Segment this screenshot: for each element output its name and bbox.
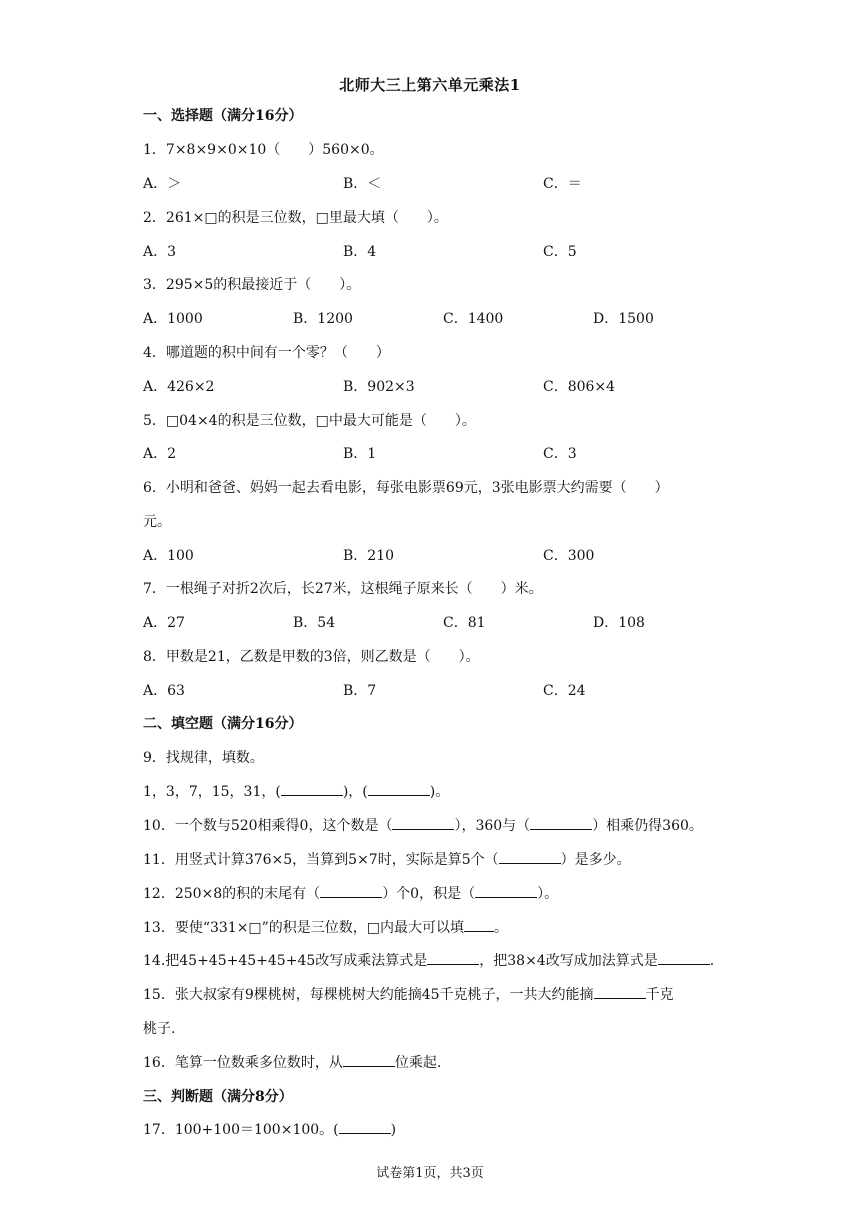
q17-text-2: ) <box>390 1122 397 1138</box>
q9-end-text: )。 <box>429 784 450 800</box>
q10-text-2: ），360与（ <box>454 818 531 834</box>
q3-option-d: D．1500 <box>593 311 654 327</box>
q4-option-b: B．902×3 <box>343 379 415 395</box>
question-9: 9．找规律，填数。 <box>143 750 264 766</box>
question-12 <box>143 884 558 904</box>
q6-option-a: A．100 <box>143 548 194 564</box>
q8-option-a: A．63 <box>143 683 185 699</box>
question-3: 3．295×5的积最接近于（ ）。 <box>143 277 361 293</box>
q12-text-3: ）。 <box>537 886 559 902</box>
q10-text-1: 10．一个数与520相乘得0，这个数是（ <box>143 818 393 834</box>
question-4: 4．哪道题的积中间有一个零？（ ） <box>143 345 390 361</box>
q4-option-a: A．426×2 <box>143 379 215 395</box>
question-9-sequence <box>143 782 449 802</box>
question-15 <box>143 985 674 1005</box>
q12-text-2: ）个0，积是（ <box>382 886 476 902</box>
q15-text-1: 15．张大叔家有9棵桃树，每棵桃树大约能摘45千克桃子，一共大约能摘 <box>143 987 594 1003</box>
q3-option-a: A．1000 <box>143 311 203 327</box>
q3-option-c: C．1400 <box>443 311 504 327</box>
q14-blank-1[interactable] <box>427 964 479 965</box>
q16-blank[interactable] <box>343 1066 395 1067</box>
q7-option-a: A．27 <box>143 615 185 631</box>
q2-option-b: B．4 <box>343 244 377 260</box>
question-15-continued: 桃子. <box>143 1021 176 1037</box>
q10-blank-1[interactable] <box>392 829 454 830</box>
q17-text-1: 17．100+100＝100×100。( <box>143 1122 339 1138</box>
q15-text-2: 千克 <box>645 987 674 1003</box>
question-6: 6．小明和爸爸、妈妈一起去看电影，每张电影票69元，3张电影票大约需要（ ） <box>143 480 669 496</box>
q8-option-c: C．24 <box>543 683 586 699</box>
q9-blank-1[interactable] <box>281 795 343 796</box>
q9-seq-text: 1，3，7，15，31，( <box>143 784 281 800</box>
q12-text-1: 12．250×8的积的末尾有（ <box>143 886 321 902</box>
q10-blank-2[interactable] <box>530 829 592 830</box>
q6-option-b: B．210 <box>343 548 395 564</box>
q14-text-1: 14.把45+45+45+45+45改写成乘法算式是 <box>143 953 428 969</box>
q14-text-3: . <box>709 953 715 969</box>
q9-blank-2[interactable] <box>368 795 430 796</box>
q13-blank[interactable] <box>464 931 494 932</box>
q13-text-2: 。 <box>494 920 509 936</box>
q11-text-2: ）是多少。 <box>560 852 631 868</box>
question-7: 7．一根绳子对折2次后，长27米，这根绳子原来长（ ）米。 <box>143 581 543 597</box>
question-5: 5．□04×4的积是三位数，□中最大可能是（ ）。 <box>143 413 476 429</box>
question-11 <box>143 850 631 870</box>
question-13 <box>143 918 508 938</box>
question-8: 8．甲数是21，乙数是甲数的3倍，则乙数是（ ）。 <box>143 649 480 665</box>
q14-text-2: ，把38×4改写成加法算式是 <box>479 953 658 969</box>
q11-blank[interactable] <box>499 863 561 864</box>
q15-blank[interactable] <box>594 998 646 999</box>
q7-option-c: C．81 <box>443 615 486 631</box>
q1-option-c: C．＝ <box>543 176 582 192</box>
section-heading-fill: 二、填空题（满分16分） <box>143 716 303 732</box>
q2-option-a: A．3 <box>143 244 177 260</box>
q4-option-c: C．806×4 <box>543 379 616 395</box>
q17-blank[interactable] <box>339 1133 391 1134</box>
q7-option-b: B．54 <box>293 615 336 631</box>
q5-option-b: B．1 <box>343 446 377 462</box>
question-1: 1．7×8×9×0×10（ ）560×0。 <box>143 142 384 158</box>
q3-option-b: B．1200 <box>293 311 353 327</box>
page-footer: 试卷第1页，共3页 <box>376 1166 484 1181</box>
q2-option-c: C．5 <box>543 244 577 260</box>
q16-text-1: 16．笔算一位数乘多位数时，从 <box>143 1055 343 1071</box>
question-2: 2．261×□的积是三位数，□里最大填（ ）。 <box>143 210 448 226</box>
q8-option-b: B．7 <box>343 683 377 699</box>
section-heading-judge: 三、判断题（满分8分） <box>143 1089 293 1105</box>
question-16 <box>143 1053 441 1073</box>
question-14 <box>143 951 714 971</box>
question-17 <box>143 1120 396 1140</box>
q1-option-a: A．＞ <box>143 176 182 192</box>
q6-option-c: C．300 <box>543 548 595 564</box>
q1-option-b: B．＜ <box>343 176 382 192</box>
question-10 <box>143 816 703 836</box>
q14-blank-2[interactable] <box>658 964 710 965</box>
q11-text-1: 11．用竖式计算376×5，当算到5×7时，实际是算5个（ <box>143 852 499 868</box>
q5-option-a: A．2 <box>143 446 177 462</box>
q5-option-c: C．3 <box>543 446 577 462</box>
q13-text-1: 13．要使“331×□”的积是三位数，□内最大可以填 <box>143 920 465 936</box>
q16-text-2: 位乘起. <box>394 1055 442 1071</box>
q12-blank-2[interactable] <box>475 897 537 898</box>
q10-text-3: ）相乘仍得360。 <box>592 818 703 834</box>
section-heading-choice: 一、选择题（满分16分） <box>143 108 303 124</box>
q9-mid-text: )，( <box>342 784 368 800</box>
q7-option-d: D．108 <box>593 615 645 631</box>
question-6-continued: 元。 <box>143 514 171 530</box>
page-title: 北师大三上第六单元乘法1 <box>339 76 521 94</box>
q12-blank-1[interactable] <box>320 897 382 898</box>
